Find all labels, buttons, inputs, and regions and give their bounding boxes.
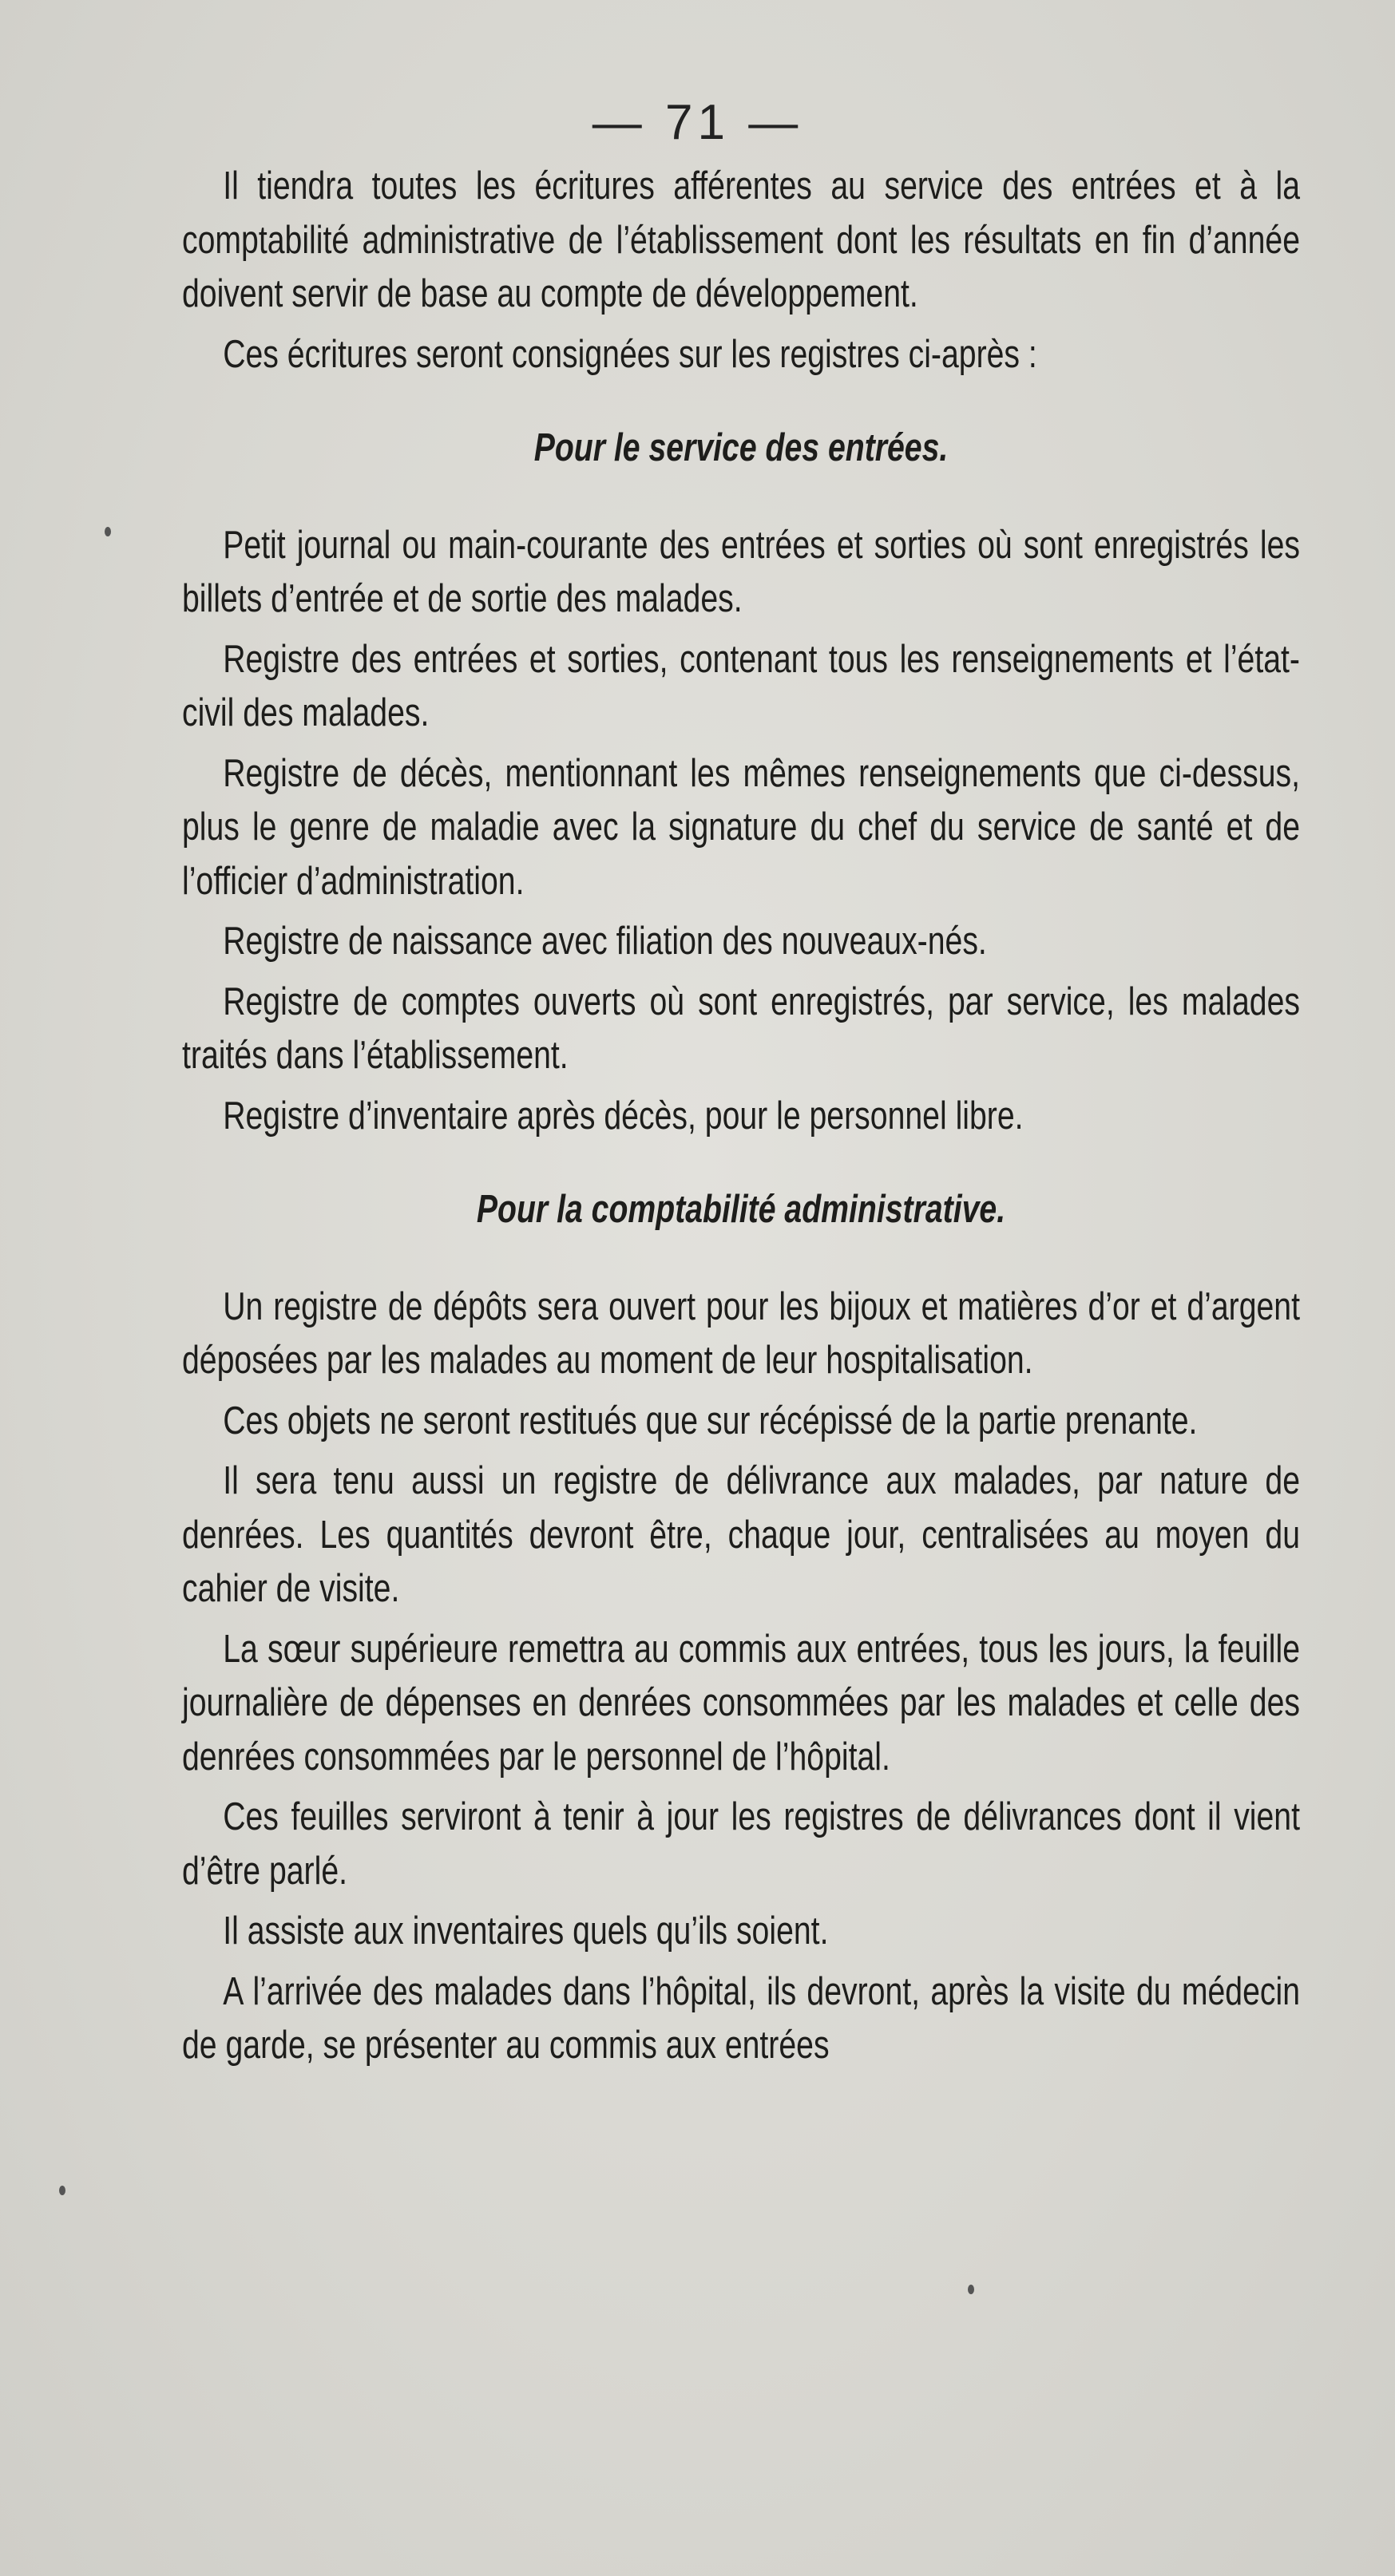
paragraph: Il sera tenu aussi un registre de délivrance aux malades, par nature de denrées. Les quantités devront être, chaque jour, centralisées au moyen du cahier de visite.: [182, 1459, 1301, 1610]
ink-speck: [968, 2285, 974, 2294]
paragraph: Petit journal ou main-courante des entrées et sorties où sont enregistrés les billets d’entrée et de sortie des malades.: [182, 523, 1301, 620]
paragraph: A l’arrivée des malades dans l’hôpital, ils devront, après la visite du médecin de garde, se présenter au commis aux entrées: [182, 1969, 1301, 2067]
section-heading-accounting: Pour la comptabilité administrative.: [476, 1188, 1006, 1231]
ink-speck: [59, 2186, 65, 2195]
section-heading-entries: Pour le service des entrées.: [533, 426, 949, 469]
page-number: — 71 —: [592, 95, 803, 150]
paragraph: Un registre de dépôts sera ouvert pour les bijoux et matières d’or et d’argent déposées par les malades au moment de leur hospitalisation.: [182, 1284, 1301, 1382]
paragraph: La sœur supérieure remettra au commis aux entrées, tous les jours, la feuille journalière de dépenses en denrées consommées par les malades et celle des denrées consommées par le personnel de l’hôpital.: [182, 1627, 1301, 1779]
paragraph: Registre de décès, mentionnant les mêmes renseignements que ci-dessus, plus le genre de maladie avec la signature du chef du service de santé et de l’officier d’administration.: [182, 751, 1301, 903]
paragraph: Il tiendra toutes les écritures afférentes au service des entrées et à la comptabilité administrative de l’établissement dont les résultats en fin d’année doivent servir de base au compte de développement.: [182, 164, 1301, 315]
body-text: [182, 160, 1301, 2079]
paragraph: Registre des entrées et sorties, contenant tous les renseignements et l’état-civil des malades.: [182, 637, 1301, 734]
paragraph: Ces feuilles serviront à tenir à jour les registres de délivrances dont il vient d’être parlé.: [182, 1795, 1301, 1893]
paragraph: Ces écritures seront consignées sur les registres ci-après :: [223, 332, 1037, 376]
paragraph: Il assiste aux inventaires quels qu’ils soient.: [223, 1909, 829, 1953]
paragraph: Registre de comptes ouverts où sont enregistrés, par service, les malades traités dans l’établissement.: [182, 979, 1301, 1077]
paragraph: Ces objets ne seront restitués que sur récépissé de la partie prenante.: [223, 1399, 1198, 1442]
ink-speck: [105, 527, 111, 536]
paragraph: Registre de naissance avec filiation des nouveaux-nés.: [223, 920, 987, 963]
paragraph: Registre d’inventaire après décès, pour le personnel libre.: [223, 1094, 1024, 1138]
